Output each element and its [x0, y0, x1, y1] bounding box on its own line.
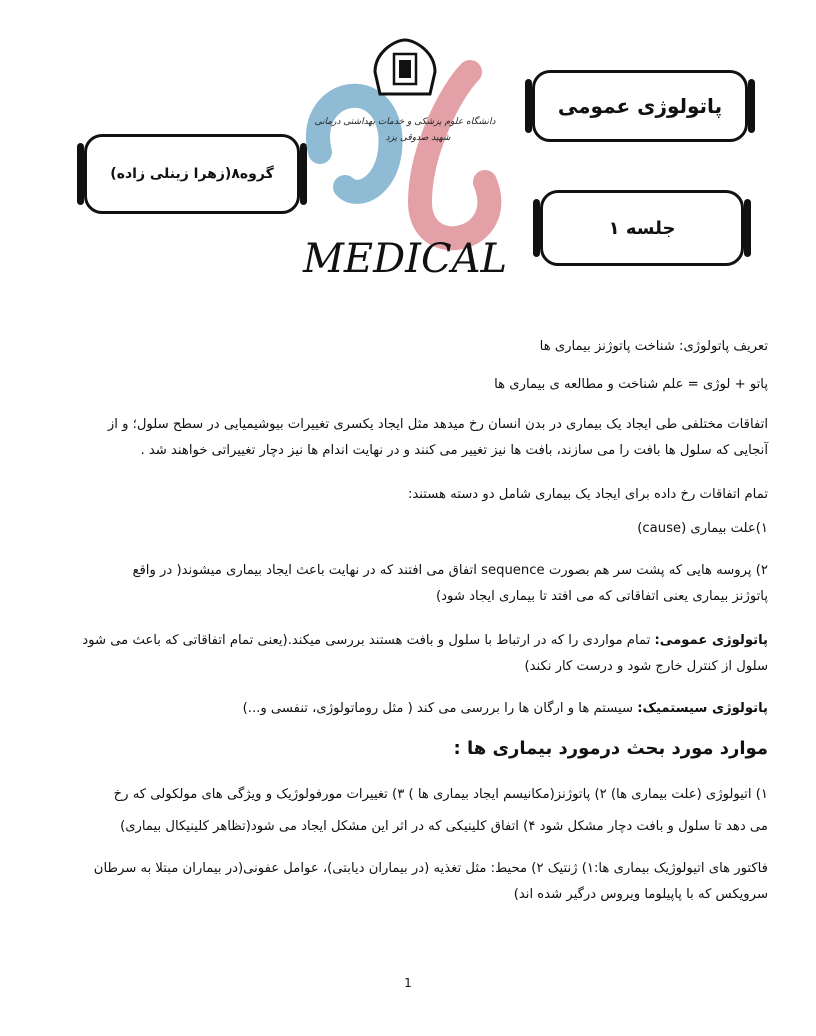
session-label: جلسه ۱ [608, 217, 676, 239]
group-box [84, 134, 300, 214]
logo-word: MEDICAL [302, 236, 508, 282]
intro-paragraph-line2: آنجایی که سلول ها بافت را می سازند، بافت ها نیز تغییر می کنند و در نهایت اندام ها نیز دچار تغییراتی خواهند شد . [140, 443, 768, 458]
systemic-pathology [38, 696, 768, 722]
general-pathology-label: پاتولوژی عمومی: [654, 633, 768, 648]
process-item-line1: ۲) پروسه هایی که پشت سر هم بصورت sequence اتفاق می افتند که در نهایت باعث ایجاد بیماری میشوند( در واقع [132, 563, 768, 578]
etiologic-factors-line2: سرویکس که با پاپیلوما ویروس درگیر شده اند) [513, 887, 768, 902]
systemic-pathology-text: سیستم ها و ارگان ها را بررسی می کند ( مثل روماتولوژی، تنفسی و...) [242, 701, 638, 716]
general-pathology-text: تمام مواردی را که در ارتباط با سلول و بافت هستند بررسی میکند.(یعنی تمام اتفاقاتی که باعث می شود [82, 633, 655, 648]
logo-caption-1: دانشگاه علوم پزشکی و خدمات بهداشتی درمانی [314, 117, 496, 127]
definition-paragraph: تعریف پاتولوژی: شناخت پاتوژنز بیماری ها [539, 339, 768, 354]
systemic-pathology-label: پاتولوژی سیستمیک: [637, 701, 768, 716]
session-box [540, 190, 744, 266]
cause-item: ۱)علت بیماری (cause) [637, 521, 768, 536]
categories-paragraph: تمام اتفاقات رخ داده برای ایجاد یک بیماری شامل دو دسته هستند: [407, 487, 768, 502]
process-item-line2: پاتوژنز بیماری یعنی اتفاقاتی که می افتد تا بیماری ایجاد شود) [436, 589, 768, 604]
university-logo [300, 32, 510, 282]
etiologic-factors-line1: فاکتور های اتیولوژیک بیماری ها:۱) ژنتیک ۲) محیط: مثل تغذیه (در بیماران دیابتی)، عوامل عفونی(در بیماران مبتلا به سرطان [93, 861, 768, 876]
etymology-paragraph: پاتو + لوژی = علم شناخت و مطالعه ی بیماری ها [494, 377, 768, 392]
emblem-icon [375, 40, 435, 94]
general-pathology-line1 [38, 628, 768, 654]
section-heading: موارد مورد بحث درمورد بیماری ها : [453, 738, 768, 759]
course-title-box [532, 70, 748, 142]
general-pathology-line2: سلول از کنترل خارج شود و درست کار نکند) [524, 659, 768, 674]
logo-caption-2: شهید صدوقی یزد [385, 133, 451, 143]
course-title: پاتولوژی عمومی [557, 94, 723, 118]
intro-paragraph-line1: اتفاقات مختلفی طی ایجاد یک بیماری در بدن انسان رخ میدهد مثل ایجاد یکسری تغییرات بیوشیمیایی در سطح سلول؛ و از [107, 417, 768, 432]
group-label: گروه۸(زهرا زینلی زاده) [110, 166, 274, 182]
topics-line1: ۱) اتیولوژی (علت بیماری ها) ۲) پاتوژنز(مکانیسم ایجاد بیماری ها ) ۳) تغییرات مورفولوژیک و ویژگی های مولکولی که رخ [113, 787, 768, 802]
topics-line2: می دهد تا سلول و بافت دچار مشکل شود ۴) اتفاق کلینیکی که در اثر این مشکل ایجاد می شود(تظاهر کلینیکال بیماری) [120, 819, 768, 834]
page-number: 1 [404, 976, 412, 990]
